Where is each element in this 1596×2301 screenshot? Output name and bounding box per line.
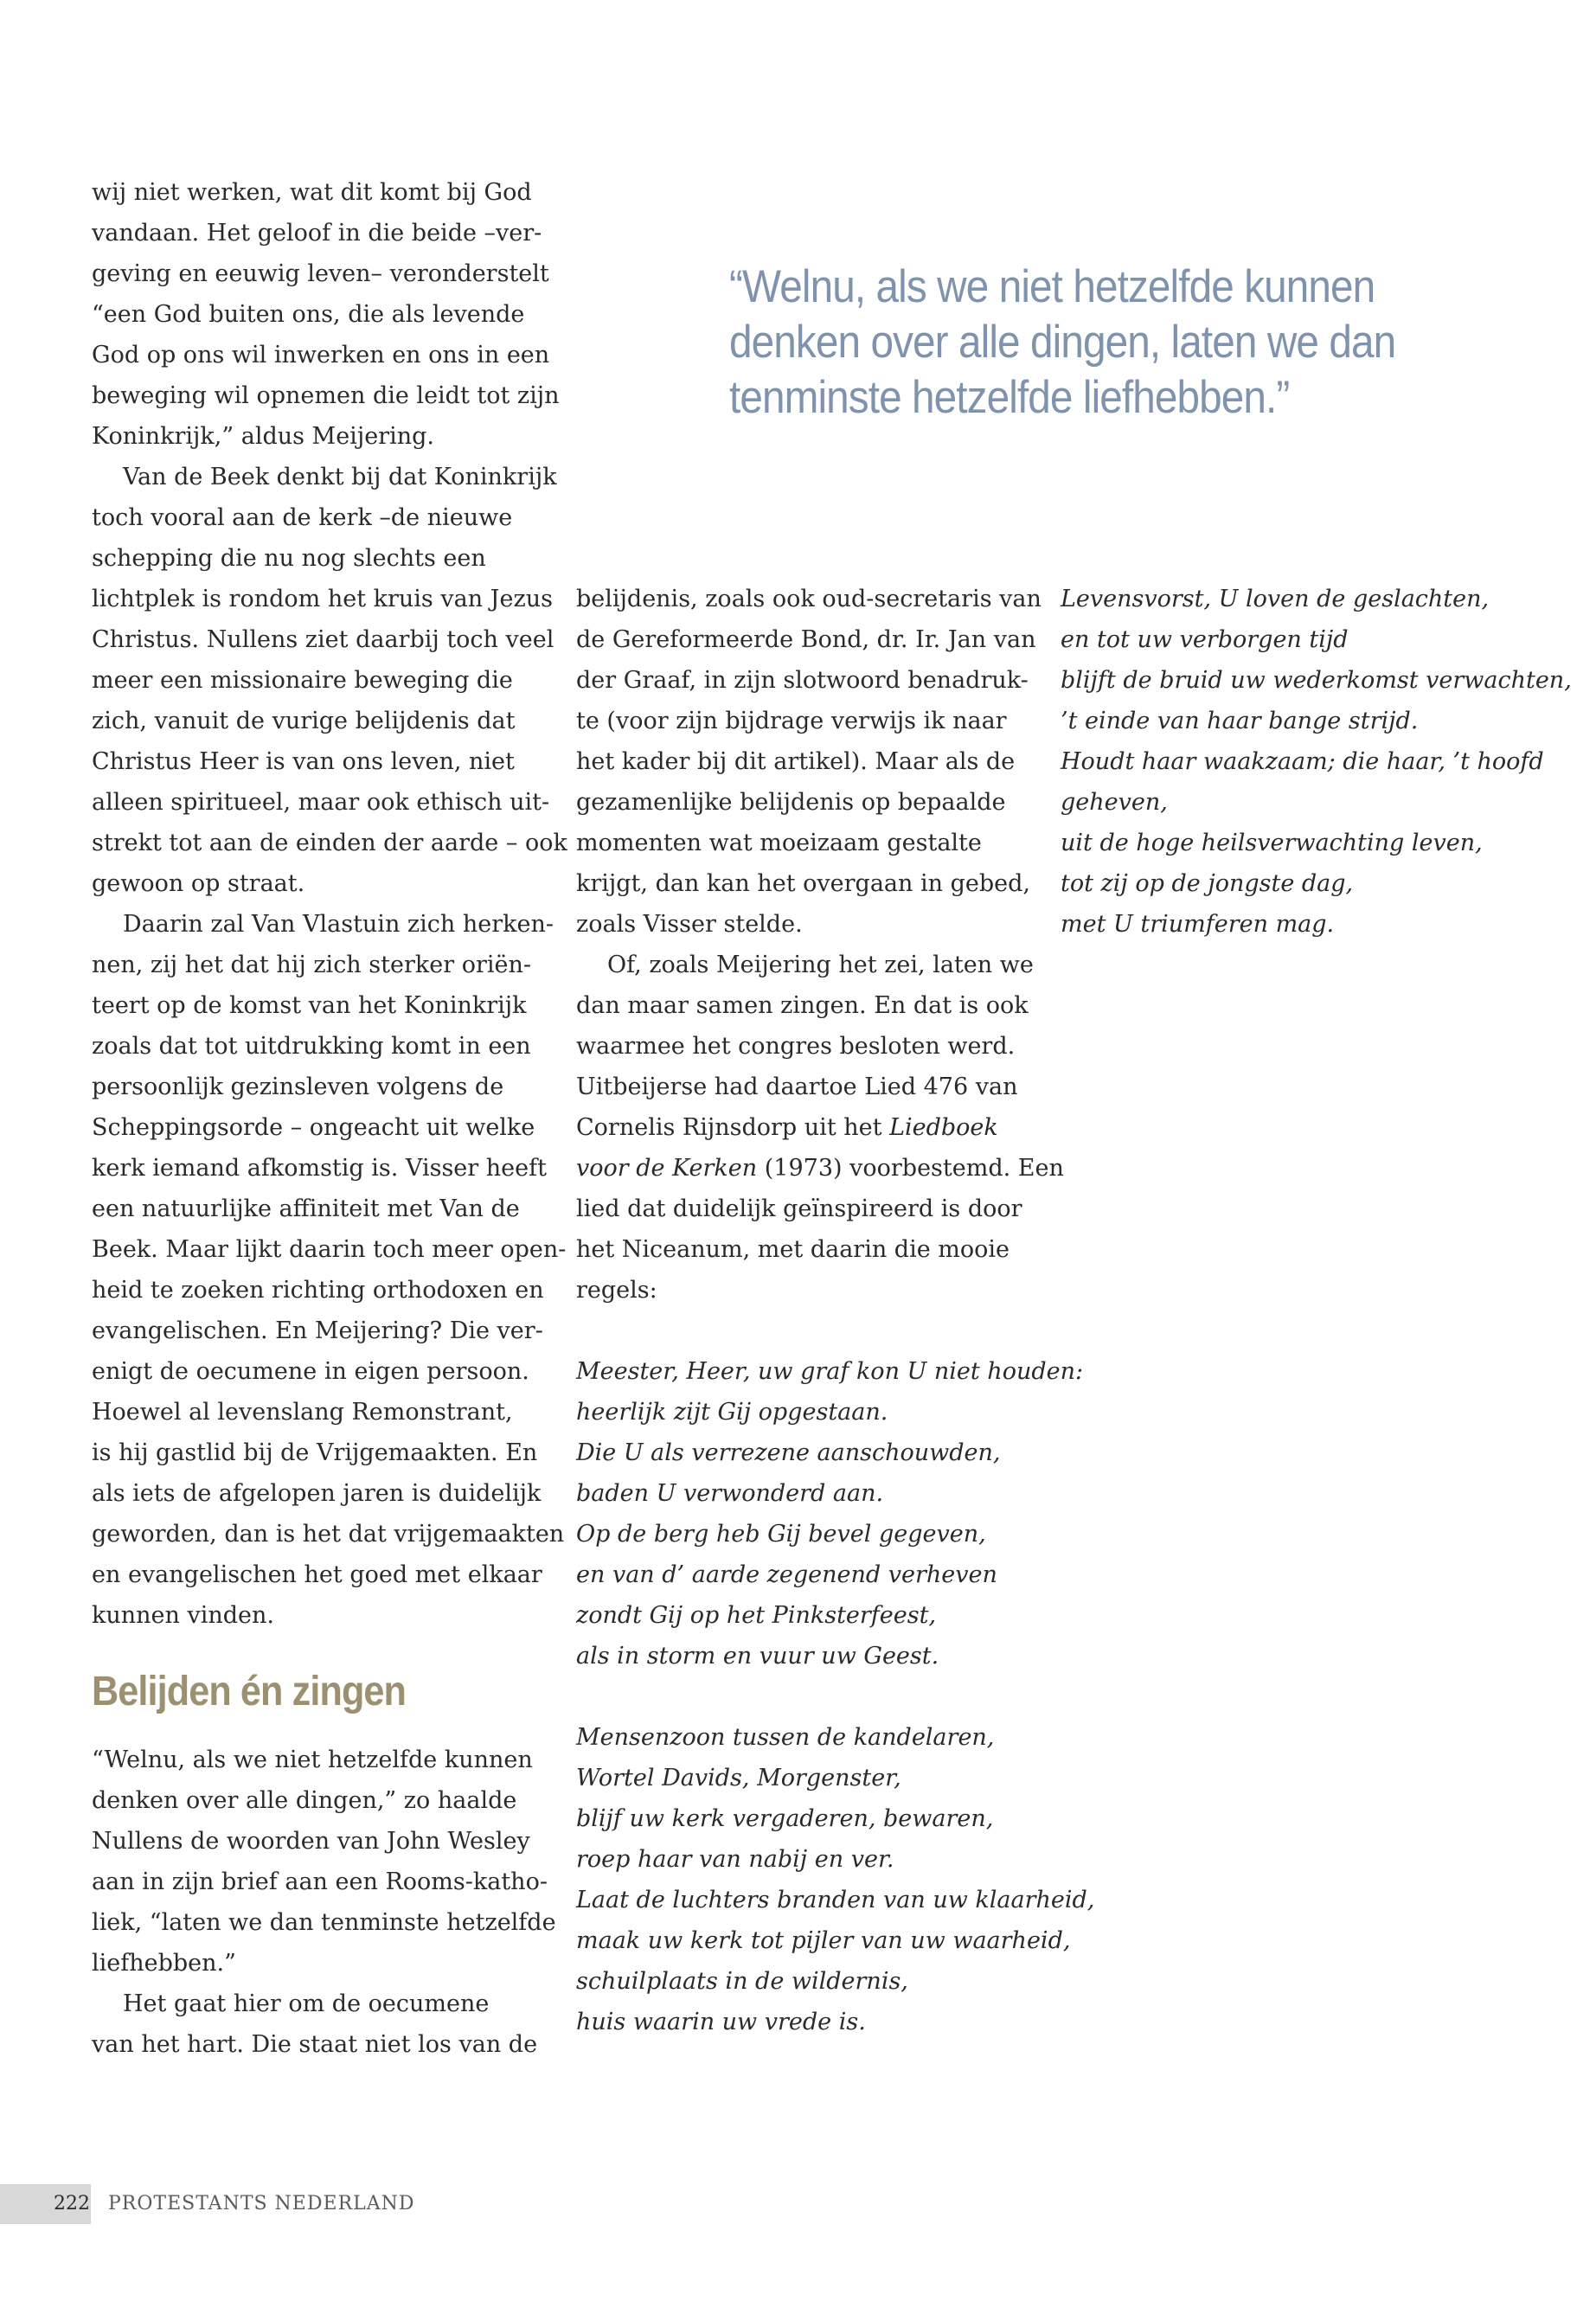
text-line: alleen spiritueel, maar ook ethisch uit- [92,789,550,816]
hymn-verse-1 [576,1351,1084,1676]
text-line: evangelischen. En Meijering? Die ver- [92,1317,543,1344]
text-line: lichtplek is rondom het kruis van Jezus [92,586,553,612]
text-line: kunnen vinden. [92,1602,274,1629]
spacer [576,1676,1026,1717]
verse-line: Mensenzoon tussen de kandelaren, [576,1724,995,1751]
verse-line: en van d’ aarde zegenend verheven [576,1561,997,1588]
verse-line: zondt Gij op het Pinksterfeest, [576,1602,937,1629]
text-line: het Niceanum, met daarin die mooie [576,1236,1010,1263]
text-line: nen, zij het dat hij zich sterker oriën- [92,952,531,978]
verse-line: Laat de luchters branden van uw klaarheid, [576,1887,1095,1913]
text-line: geving en eeuwig leven– veronderstelt [92,260,549,287]
text-run: (1973) voorbestemd. Een [757,1155,1064,1182]
text-line: zich, vanuit de vurige belijdenis dat [92,708,516,734]
text-line: het kader bij dit artikel). Maar als de [576,748,1016,775]
paragraph [92,1984,542,2065]
text-line: krijgt, dan kan het overgaan in gebed, [576,870,1030,897]
text-line: meer een missionaire beweging die [92,667,513,694]
verse-line: baden U verwonderd aan. [576,1480,884,1507]
text-line: Koninkrijk,” aldus Meijering. [92,423,434,450]
text-line: Daarin zal Van Vlastuin zich herken- [123,911,554,938]
text-line [576,1107,1026,1148]
text-run: Cornelis Rijnsdorp uit het [576,1114,890,1141]
verse-line: Wortel Davids, Morgenster, [576,1765,901,1791]
book-title: Liedboek [889,1114,998,1141]
text-line: beweging wil opnemen die leidt tot zijn [92,382,560,409]
text-line: gezamenlijke belijdenis op bepaalde [576,789,1006,816]
text-line: liefhebben.” [92,1950,236,1977]
text-line: momenten wat moeizaam gestalte [576,830,982,856]
text-line: liek, “laten we dan tenminste hetzelfde [92,1909,556,1936]
text-line: regels: [576,1277,657,1304]
verse-line: Die U als verrezene aanschouwden, [576,1439,1001,1466]
text-line [576,1148,1064,1189]
article-column-3 [1061,579,1572,945]
verse-line: roep haar van nabij en ver. [576,1846,894,1873]
text-line: enigt de oecumene in eigen persoon. [92,1358,529,1385]
article-column-1 [92,172,567,2065]
page-number: 222 [54,2193,90,2214]
text-line: Scheppingsorde – ongeacht uit welke [92,1114,535,1141]
book-title: voor de Kerken [576,1155,758,1182]
verse-line: maak uw kerk tot pijler van uw waarheid, [576,1927,1071,1954]
verse-line: geheven, [1061,789,1168,816]
text-line: persoonlijk gezinsleven volgens de [92,1074,504,1100]
text-line: “Welnu, als we niet hetzelfde kunnen [92,1747,533,1773]
text-line: lied dat duidelijk geïnspireerd is door [576,1195,1022,1222]
verse-line: met U triumferen mag. [1061,911,1335,938]
text-line: Christus Heer is van ons leven, niet [92,748,515,775]
section-heading: Belijden én zingen [92,1669,407,1715]
text-line: te (voor zijn bijdrage verwijs ik naar [576,708,1007,734]
pull-quote [729,260,1508,426]
verse-line: heerlijk zijt Gij opgestaan. [576,1399,888,1426]
text-line: waarmee het congres besloten werd. [576,1033,1016,1060]
text-line: Het gaat hier om de oecumene [123,1990,490,2017]
paragraph [92,172,560,457]
pull-quote-line: “Welnu, als we niet hetzelfde kunnen [729,261,1375,312]
text-line: Of, zoals Meijering het zei, laten we [607,952,1034,978]
text-line: Nullens de woorden van John Wesley [92,1828,530,1855]
text-line: is hij gastlid bij de Vrijgemaakten. En [92,1439,538,1466]
text-line: de Gereformeerde Bond, dr. Ir. Jan van [576,626,1036,653]
text-line: van het hart. Die staat niet los van de [92,2031,538,2058]
text-line: “een God buiten ons, die als levende [92,301,525,328]
text-line: wij niet werken, wat dit komt bij God [92,179,532,206]
hymn-verse-3 [1061,579,1572,945]
verse-line: ’t einde van haar bange strijd. [1061,708,1419,734]
article-column-2 [576,579,1095,2042]
pull-quote-line: tenminste hetzelfde liefhebben.” [729,372,1290,423]
text-line: kerk iemand afkomstig is. Visser heeft [92,1155,547,1182]
text-line: vandaan. Het geloof in die beide –ver- [92,220,542,247]
text-line: toch vooral aan de kerk –de nieuwe [92,504,513,531]
verse-line: uit de hoge heilsverwachting leven, [1061,830,1483,856]
text-line: geworden, dan is het dat vrijgemaakten [92,1521,565,1548]
verse-line: Houdt haar waakzaam; die haar, ’t hoofd [1061,748,1544,775]
text-line: dan maar samen zingen. En dat is ook [576,992,1029,1019]
text-line: aan in zijn brief aan een Rooms-katho- [92,1868,548,1895]
text-line: Uitbeijerse had daartoe Lied 476 van [576,1074,1018,1100]
text-line: der Graaf, in zijn slotwoord benadruk- [576,667,1029,694]
text-line: Van de Beek denkt bij dat Koninkrijk [123,464,557,490]
text-line: Christus. Nullens ziet daarbij toch veel [92,626,554,653]
spacer [576,1311,1026,1351]
text-line: zoals dat tot uitdrukking komt in een [92,1033,531,1060]
verse-line: Op de berg heb Gij bevel gegeven, [576,1521,986,1548]
paragraph [92,1740,556,1984]
verse-line: blijf uw kerk vergaderen, bewaren, [576,1805,994,1832]
paragraph [92,904,567,1636]
text-line: belijdenis, zoals ook oud-secretaris van [576,586,1042,612]
publication-name: PROTESTANTS NEDERLAND [108,2193,415,2214]
text-line: Beek. Maar lijkt daarin toch meer open- [92,1236,567,1263]
text-line: gewoon op straat. [92,870,305,897]
verse-line: Levensvorst, U loven de geslachten, [1061,586,1490,612]
text-line: zoals Visser stelde. [576,911,803,938]
verse-line: huis waarin uw vrede is. [576,2009,866,2035]
verse-line: Meester, Heer, uw graf kon U niet houden: [576,1358,1084,1385]
hymn-verse-2 [576,1717,1095,2042]
text-line: denken over alle dingen,” zo haalde [92,1787,517,1814]
text-line: en evangelischen het goed met elkaar [92,1561,542,1588]
verse-line: tot zij op de jongste dag, [1061,870,1354,897]
verse-line: schuilplaats in de wildernis, [576,1968,908,1995]
pull-quote-line: denken over alle dingen, laten we dan [729,317,1396,368]
text-line: schepping die nu nog slechts een [92,545,486,572]
text-line: heid te zoeken richting orthodoxen en [92,1277,544,1304]
text-line: als iets de afgelopen jaren is duidelijk [92,1480,542,1507]
verse-line: blijft de bruid uw wederkomst verwachten, [1061,667,1572,694]
verse-line: als in storm en vuur uw Geest. [576,1643,939,1670]
paragraph [92,457,567,904]
verse-line: en tot uw verborgen tijd [1061,626,1349,653]
text-line: een natuurlijke affiniteit met Van de [92,1195,520,1222]
text-line: teert op de komst van het Koninkrijk [92,992,527,1019]
paragraph [576,579,1042,945]
paragraph [576,945,1064,1311]
text-line: Hoewel al levenslang Remonstrant, [92,1399,513,1426]
text-line: strekt tot aan de einden der aarde – ook [92,830,567,856]
text-line: God op ons wil inwerken en ons in een [92,342,550,369]
